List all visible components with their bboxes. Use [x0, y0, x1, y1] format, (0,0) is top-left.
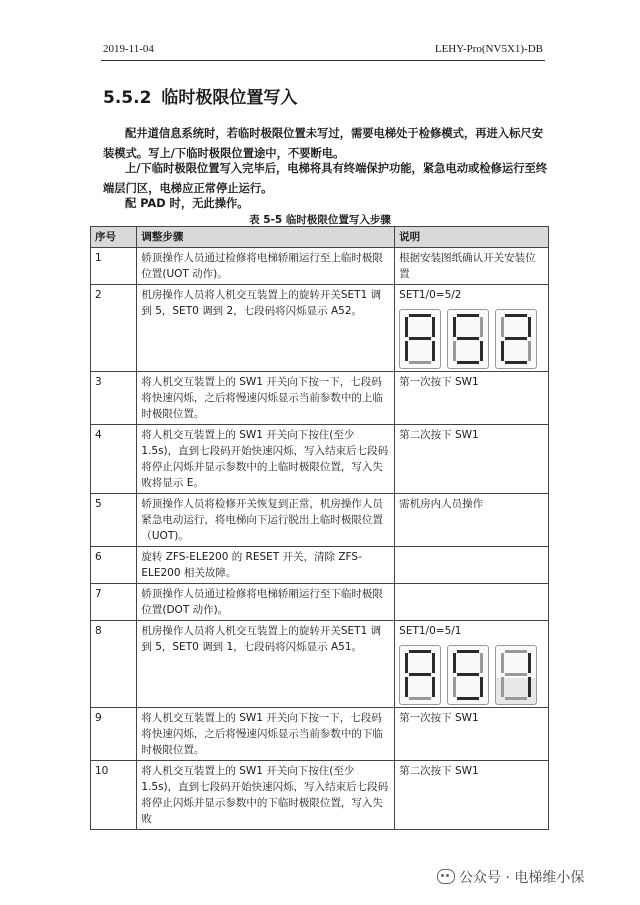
table-row	[91, 621, 549, 708]
cell-note: 第一次按下 SW1	[395, 708, 549, 761]
header-date: 2019-11-04	[103, 43, 154, 55]
cell-no: 2	[91, 285, 137, 372]
header-doc-id: LEHY-Pro(NV5X1)-DB	[434, 43, 543, 55]
wechat-icon	[437, 869, 455, 884]
table-row	[91, 761, 549, 830]
cell-step: 机房操作人员将人机交互装置上的旋转开关SET1 调到 5，SET0 调到 2，七段码将闪烁显示 A52。	[137, 285, 395, 372]
cell-step: 旋转 ZFS-ELE200 的 RESET 开关，清除 ZFS-ELE200 相关故障。	[137, 547, 395, 584]
cell-step: 轿顶操作人员通过检修将电梯轿厢运行至上临时极限位置(UOT 动作)。	[137, 248, 395, 285]
cell-step: 轿顶操作人员通过检修将电梯轿厢运行至下临时极限位置(DOT 动作)。	[137, 584, 395, 621]
set-value-label: SET1/0=5/2	[399, 289, 462, 301]
seven-segment-display-a51	[399, 645, 544, 705]
cell-no: 8	[91, 621, 137, 708]
paragraph-3: 配 PAD 时，无此操作。	[125, 197, 249, 210]
table-row	[91, 248, 549, 285]
cell-no: 1	[91, 248, 137, 285]
digit-2-icon	[495, 309, 537, 369]
digit-5-icon	[447, 645, 489, 705]
cell-step: 轿顶操作人员将检修开关恢复到正常，机房操作人员紧急电动运行，将电梯向下运行脱出上临时极限位置（UOT)。	[137, 494, 395, 547]
digit-a-icon	[399, 309, 441, 369]
cell-no: 3	[91, 372, 137, 425]
cell-no: 9	[91, 708, 137, 761]
cell-no: 10	[91, 761, 137, 830]
cell-note	[395, 547, 549, 584]
cell-note: 第二次按下 SW1	[395, 425, 549, 494]
digit-5-icon	[447, 309, 489, 369]
table-caption: 表 5-5 临时极限位置写入步骤	[249, 214, 391, 226]
cell-note: 第一次按下 SW1	[395, 372, 549, 425]
cell-note	[395, 584, 549, 621]
cell-step: 将人机交互装置上的 SW1 开关向下按住(至少 1.5s)，直到七段码开始快速闪烁，写入结束后七段码将停止闪烁并显示参数中的下临时极限位置，写入失败	[137, 761, 395, 830]
seven-segment-display-a52	[399, 309, 544, 369]
cell-no: 7	[91, 584, 137, 621]
header-divider	[101, 60, 545, 61]
cell-note: 第二次按下 SW1	[395, 761, 549, 830]
table-row	[91, 425, 549, 494]
cell-no: 5	[91, 494, 137, 547]
cell-no: 6	[91, 547, 137, 584]
cell-step: 机房操作人员将人机交互装置上的旋转开关SET1 调到 5，SET0 调到 1，七段码将闪烁显示 A51。	[137, 621, 395, 708]
set-value-label: SET1/0=5/1	[399, 625, 462, 637]
cell-no: 4	[91, 425, 137, 494]
section-title	[103, 83, 297, 108]
footer-watermark	[437, 867, 584, 887]
table-row	[91, 547, 549, 584]
header-no: 序号	[91, 227, 137, 248]
section-number: 5.5.2	[103, 88, 152, 108]
cell-note: 需机房内人员操作	[395, 494, 549, 547]
cell-step: 将人机交互装置上的 SW1 开关向下按住(至少 1.5s)，直到七段码开始快速闪烁，写入结束后七段码将停止闪烁并显示参数中的上临时极限位置，写入失败将显示 E。	[137, 425, 395, 494]
table-row	[91, 708, 549, 761]
cell-step: 将人机交互装置上的 SW1 开关向下按一下，七段码将快速闪烁，之后将慢速闪烁显示当前参数中的上临时极限位置。	[137, 372, 395, 425]
cell-note	[395, 285, 549, 372]
header-note: 说明	[395, 227, 549, 248]
header-step: 调整步骤	[137, 227, 395, 248]
table-row	[91, 285, 549, 372]
table-row	[91, 584, 549, 621]
table-row	[91, 372, 549, 425]
digit-1-icon	[495, 645, 537, 705]
cell-note	[395, 621, 549, 708]
cell-step: 将人机交互装置上的 SW1 开关向下按一下，七段码将快速闪烁，之后将慢速闪烁显示当前参数中的下临时极限位置。	[137, 708, 395, 761]
paragraph-2: 上/下临时极限位置写入完毕后，电梯将具有终端保护功能，紧急电动或检修运行至终端层门区，电梯应正常停止运行。	[103, 162, 548, 195]
section-heading: 临时极限位置写入	[161, 88, 298, 108]
steps-table	[90, 226, 549, 830]
digit-a-icon	[399, 645, 441, 705]
footer-source: 公众号 · 电梯维小保	[459, 870, 585, 886]
table-header-row	[91, 227, 549, 248]
paragraph-1: 配井道信息系统时，若临时极限位置未写过，需要电梯处于检修模式，再进入标尺安装模式。写上/下临时极限位置途中，不要断电。	[103, 127, 543, 160]
cell-note: 根据安装图纸确认开关安装位置	[395, 248, 549, 285]
table-row	[91, 494, 549, 547]
